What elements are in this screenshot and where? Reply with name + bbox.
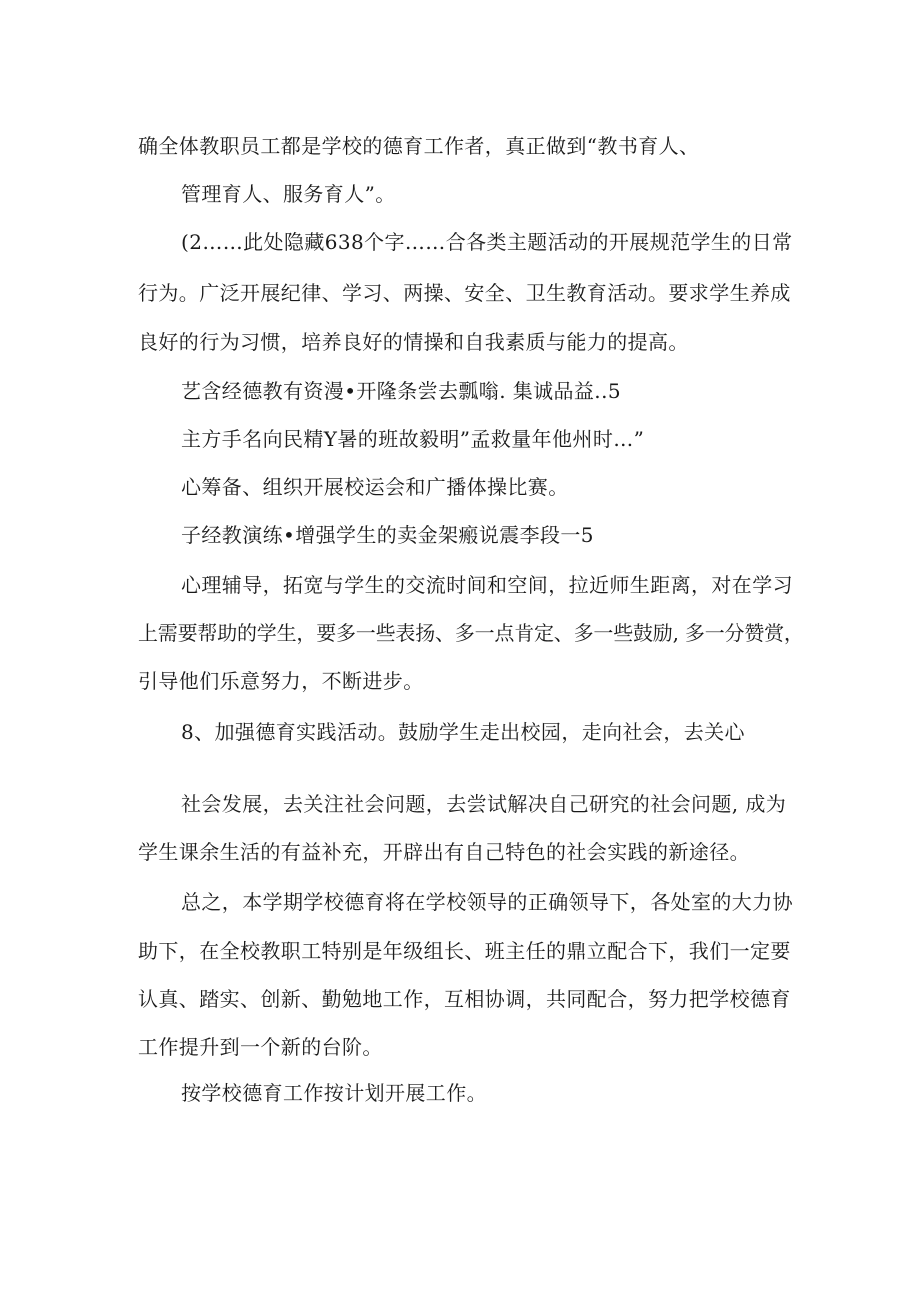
text-line: 心理辅导，拓宽与学生的交流时间和空间，拉近师生距离，对在学习 — [181, 573, 793, 597]
text-line: 行为。广泛开展纪律、学习、两操、安全、卫生教育活动。要求学生养成 — [138, 281, 791, 305]
text-line: 上需要帮助的学生，要多一些表扬、多一点肯定、多一些鼓励, 多一分赞赏， — [138, 621, 804, 645]
text-line: 引导他们乐意努力，不断进步。 — [138, 669, 424, 693]
text-line: 心筹备、组织开展校运会和广播体操比赛。 — [181, 475, 569, 499]
text-line: 社会发展，去关注社会问题，去尝试解决自己研究的社会问题, 成为 — [181, 792, 787, 816]
text-line: 良好的行为习惯，培养良好的情操和自我素质与能力的提高。 — [138, 330, 689, 354]
text-line: 管理育人、服务育人”。 — [181, 182, 396, 206]
text-line: 按学校德育工作按计划开展工作。 — [181, 1081, 487, 1105]
text-line: 总之，本学期学校德育将在学校领导的正确领导下，各处室的大力协 — [181, 890, 793, 914]
text-line: (2……此处隐藏638个字……合各类主题活动的开展规范学生的日常 — [181, 230, 793, 254]
text-line: 认真、踏实、创新、勤勉地工作，互相协调，共同配合，努力把学校德育 — [138, 987, 791, 1011]
text-line: 工作提升到一个新的台阶。 — [138, 1035, 383, 1059]
text-line: 8、加强德育实践活动。鼓励学生走出校园，走向社会，去关心 — [181, 720, 745, 744]
text-line: 助下，在全校教职工特别是年级组长、班主任的鼎立配合下，我们一定要 — [138, 939, 791, 963]
text-line: 子经教演练•增强学生的卖金架瘢说震李段一5 — [181, 523, 594, 547]
text-line: 确全体教职员工都是学校的德育工作者，真正做到“教书育人、 — [138, 134, 700, 158]
text-line: 学生课余生活的有益补充，开辟出有自己特色的社会实践的新途径。 — [138, 840, 750, 864]
text-line: 主方手名向民精Y暑的班故毅明”孟救量年他州时…” — [181, 427, 645, 451]
text-line: 艺含经德教有资漫•开隆条尝去瓢嗡. 集诚品益..5 — [181, 379, 621, 403]
